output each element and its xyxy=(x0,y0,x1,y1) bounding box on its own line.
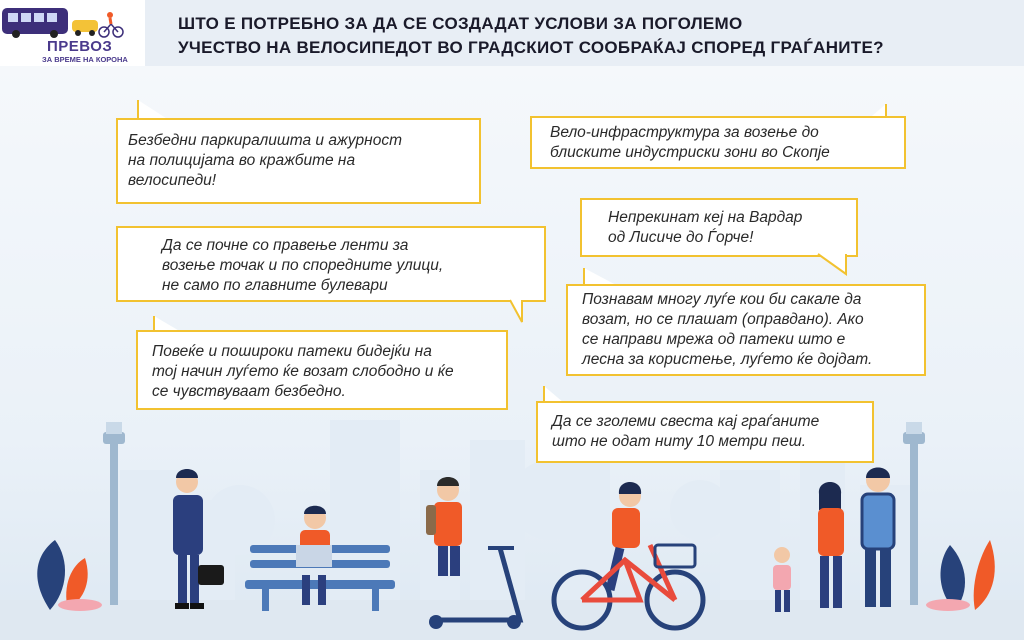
bubble-text-line: блиските индустриски зони во Скопје xyxy=(550,144,830,161)
page-title-line2: УЧЕСТВО НА ВЕЛОСИПЕДОТ ВО ГРАДСКИОТ СООБРАЌАЈ СПОРЕД ГРАЃАНИТЕ? xyxy=(178,38,884,57)
plant-left-icon xyxy=(37,540,102,611)
street-lamp-left-icon xyxy=(103,422,125,605)
page-title-line1: ШТО Е ПОТРЕБНО ЗА ДА СЕ СОЗДАДАТ УСЛОВИ ЗА ПОГОЛЕМО xyxy=(178,14,743,33)
bubble-text-line: од Лисиче до Ѓорче! xyxy=(608,229,754,246)
bubble-text-line: возат, но се плашат (оправдано). Ако xyxy=(582,311,864,328)
bubble-text-line: возење точак и по споредните улици, xyxy=(162,257,444,274)
bubble-text-line: Непрекинат кеј на Вардар xyxy=(608,209,803,226)
plant-right-icon xyxy=(926,540,995,611)
logo-subtitle: ЗА ВРЕМЕ НА КОРОНА xyxy=(42,55,128,64)
street-lamp-right-icon xyxy=(903,422,925,605)
person-with-laptop-icon xyxy=(296,506,332,605)
bubble-text-line: велосипеди! xyxy=(128,172,217,189)
bubble-text-line: што не одат ниту 10 метри пеш. xyxy=(552,433,807,450)
bubble-text-line: лесна за користење, луѓето ќе дојдат. xyxy=(582,351,873,368)
person-on-scooter-icon xyxy=(426,477,521,629)
logo-title: ПРЕВОЗ xyxy=(47,38,113,55)
bubble-text-line: се направи мрежа од патеки што е xyxy=(582,331,846,348)
bubble-text-line: Познавам многу луѓе кои би сакале да xyxy=(582,291,862,308)
bubble-text-line: Да се почне со правење ленти за xyxy=(162,237,409,254)
bubble-text-line: на полицијата во кражбите на xyxy=(128,152,356,169)
family-icon xyxy=(773,468,894,613)
bubble-text-line: Вело-инфраструктура за возење до xyxy=(550,124,819,141)
businessman-icon xyxy=(173,469,224,609)
bubble-text-line: Безбедни паркиралишта и ажурност xyxy=(128,132,402,149)
bubble-text-line: Да се зголеми свеста кај граѓаните xyxy=(552,413,820,430)
cyclist-woman-icon xyxy=(554,482,703,628)
bubble-text-line: тој начин луѓето ќе возат слободно и ќе xyxy=(152,363,454,380)
bubble-text-line: Повеќе и пошироки патеки бидејќи на xyxy=(152,343,432,360)
bubble-text-line: не само по главните булевари xyxy=(162,277,388,294)
bubble-text-line: се чувствуваат безбедно. xyxy=(152,383,346,400)
